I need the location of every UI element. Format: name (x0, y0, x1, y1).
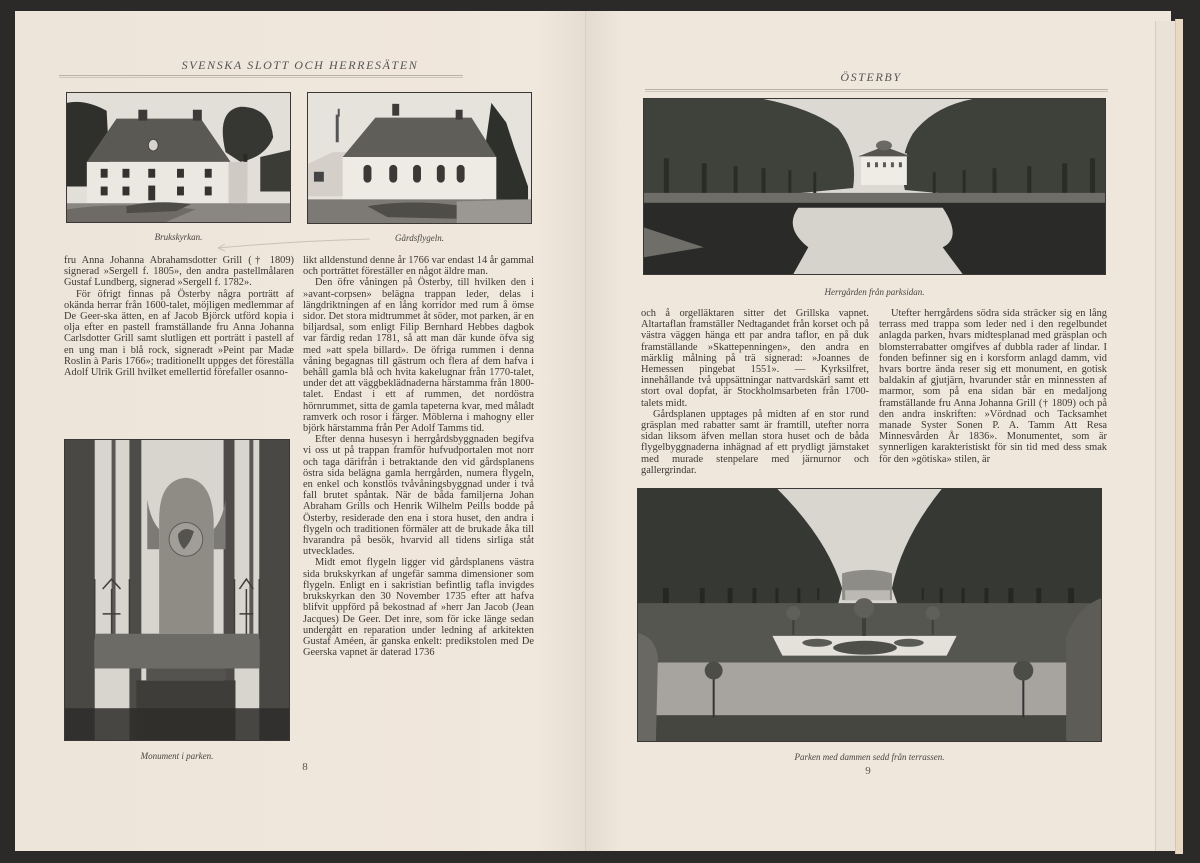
paragraph: För öfrigt finnas på Österby några porträtt af okända herrar från 1600-talet, möjligen medlemmar af De Geer-ska ätten, en af Jacob Björck utförd kopia i olja efter en pastell framställande fru Anna Johanna Carlsdotter Grill samt slutligen ett porträtt i pastell af en ung man i blå rock, signeradt »Peint par Madæ Roslin à Paris 1766»; traditionellt uppges det föreställa Adolf Ulrik Grill hvilket emellertid förefaller osanno- (64, 288, 294, 379)
right-page (585, 11, 1171, 851)
photo-caption-park: Parken med dammen sedd från terrassen. (794, 752, 945, 762)
paragraph: Utefter herrgårdens södra sida sträcker sig en lång terrass med trappa som leder ned i den regelbundet anlagda parken, hvars midtesplanad med gräsplan och blomsterrabatter omgifves af dubbla rader af lindar. I fonden befinner sig en i korsform anlagd damm, vid hvars bortre ända reser sig ett monument, en gotisk baldakin af gjutjärn, hvarunder står en minnessten af marmor, som på ena sidan bär en medaljong framställande fru Anna Johanna Grill († 1809) och på den andra inskriften: »Vördnad och Tacksamhet manade Syster Sonen P. A. Tamm Att Resa Minnesvården År 1836». Monumentet, som är synnerligen karakteristiskt för sin tid med dess smak för den »götiska» stilen, är (879, 308, 1107, 465)
monument-photo (64, 439, 290, 741)
manor-pond-photo (643, 98, 1106, 275)
page-edge (1175, 19, 1183, 854)
paragraph: och å orgelläktaren sitter det Grillska vapnet. Altartaflan framställer Nedtagandet från korset och på västra väggen hänga ett par andra taflor, en på duk framställande »Skattepenningen», den andra en märklig målning på trä signerad: »Joannes de Hemessen pingebat 1551». — Kyrksilfret, innehållande två uppsättningar nattvardskärl samt ett stort oval dopfat, är Stockholmsarbeten från 1700-talets midt. (641, 308, 869, 409)
photo-caption-brukskyrkan: Brukskyrkan. (154, 232, 203, 242)
paragraph: likt alldenstund denne år 1766 var endast 14 år gammal och porträttet föreställer en något äldre man. (303, 255, 534, 278)
page-edge (1155, 21, 1177, 851)
right-page-column-1 (641, 308, 869, 476)
page-number-right: 9 (865, 765, 871, 777)
paragraph: Gårdsplanen upptages på midten af en stor rund gräsplan med rabatter samt är framtill, utefter norra sidan liksom äfven mellan stora huset och de båda flygelbyggnaderna inhägnad af ett prydligt järnstaket med murade stenpelare med järnurnor och gallergrindar. (641, 408, 869, 476)
church-building-photo (66, 92, 291, 223)
right-page-column-2 (879, 308, 1107, 465)
left-page-column-1 (64, 255, 294, 378)
paragraph: Den öfre våningen på Österby, till hvilken den i »avant-corpsen» belägna trappan leder, delas i längdriktningen af en lång korridor med rum å ömse sidor. Det stora midtrummet åt söder, mot parken, är en biljardsal, som enligt Filip Bernhard Hebbes dagbok var färdig redan 1781, så att man där kunde öfva sig med »att spela billard». De öfriga rummen i denna våning begagnas till gästrum och flera af dem hafva i behåll gamla blå och hvita kakelugnar från 1770-talet, under det att väggbeklädnaderna härstamma från 1800-talet. Endast i ett af rummen, det nordöstra hörnrummet, sitta de gamla tapeterna kvar, med måladt ramverk och rosor i färger. Möblerna i mahogny eller björk härstamma från Per Adolf Tamms tid. (303, 277, 534, 435)
paragraph: Midt emot flygeln ligger vid gårdsplanens västra sida brukskyrkan af ungefär samma dimensioner som flygeln. Enligt en i sakristian befintlig tafla invigdes brukskyrkan den 30 November 1735 efter att hafva blifvit uppförd på bekostnad af »herr Jan Jacob (Jean Jacques) De Geer. Det inre, som för icke länge sedan undergått en reparation under ledning af arkitekten Gustaf Améen, är ganska enkelt: predikstolen med De Geerska vapnet är daterad 1736 (303, 557, 534, 659)
running-head-left: SVENSKA SLOTT OCH HERRESÄTEN (181, 58, 419, 72)
park-terrace-photo (637, 488, 1102, 742)
left-page (15, 11, 585, 851)
header-rule-right (645, 89, 1108, 92)
photo-caption-monument: Monument i parken. (140, 751, 214, 761)
photo-caption-gardsflygeln: Gårdsflygeln. (395, 233, 444, 243)
paragraph: Efter denna husesyn i herrgårdsbyggnaden begifva vi oss ut på trappan framför hufvudportalen mot norr och taga därifrån i betraktande den vid gårdsplanens östra sida belägna gamla herrgården, numera flygeln, en enkel och konstlös tvåvåningsbyggnad under i två fall brutet spåntak. När de båda familjerna Johan Abraham Grills och Henrik Wilhelm Peills bodde på Österby, residerade den ena i stora huset, den andra i flygeln och traditionen förmäler att de brukade åka till hvarandra på besök, hvarvid all tidens sirliga ståt utvecklades. (303, 434, 534, 558)
running-head-right: ÖSTERBY (840, 70, 902, 84)
photo-caption-manor: Herrgården från parksidan. (824, 287, 925, 297)
wing-building-photo (307, 92, 532, 224)
page-number-left: 8 (302, 761, 308, 773)
left-page-column-2 (303, 255, 534, 658)
header-rule-left (59, 75, 463, 78)
book-spread (15, 11, 1155, 851)
paragraph: fru Anna Johanna Abrahamsdotter Grill († 1809) signerad »Sergell f. 1805», den andra pastellmålaren Gustaf Lundberg, signerad »Sergell f. 1782». (64, 255, 294, 289)
